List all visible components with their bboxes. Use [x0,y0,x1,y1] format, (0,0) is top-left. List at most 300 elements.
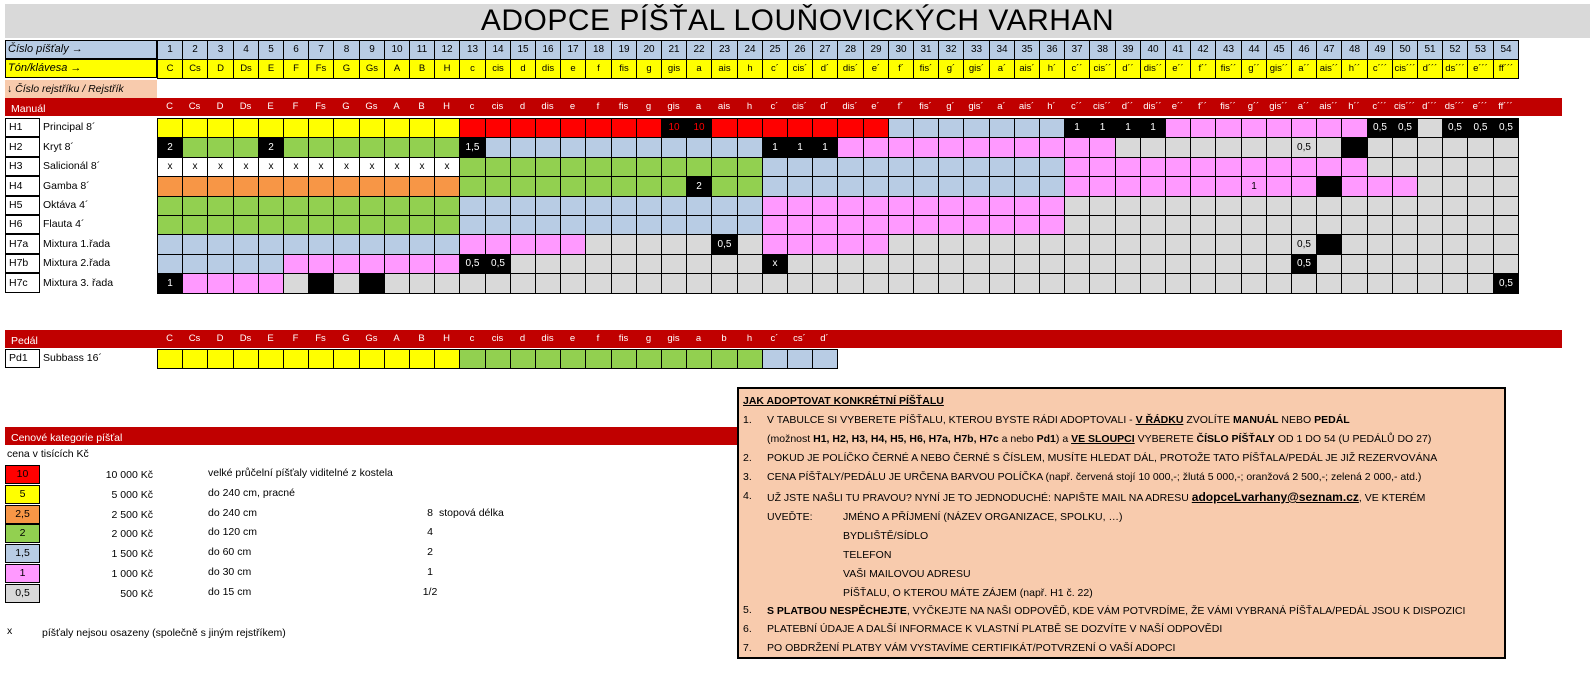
pipe-number: 29 [863,40,889,60]
pipe-cell: x [182,157,208,177]
pipe-cell [762,118,788,138]
pipe-cell [333,273,360,294]
pipe-cell: x [308,157,334,177]
pipe-cell [762,273,788,294]
step-6-number: 6. [743,623,752,635]
pipe-cell [585,196,612,216]
pipe-cell [837,196,864,216]
pipe-cell [384,349,410,369]
pipe-cell [989,215,1015,235]
pipe-cell: x [434,157,460,177]
pipe-cell [459,215,486,235]
pipe-cell [233,349,259,369]
pipe-cell [384,273,410,294]
pipe-number: 40 [1140,40,1166,60]
pipe-cell [1089,176,1116,197]
tone-label: B [409,59,435,79]
pipe-cell [182,176,208,197]
pedal-tone-label: gis [667,333,680,344]
pipe-cell [661,157,687,177]
pipe-cell [1215,176,1242,197]
manual-tone-label: cis´ [792,101,807,112]
pipe-cell [233,137,259,158]
pipe-cell [1417,196,1443,216]
step-3-number: 3. [743,471,752,483]
pipe-cell [762,234,788,255]
pipe-cell [1417,234,1443,255]
pipe-number: 54 [1493,40,1519,60]
pipe-cell [863,157,889,177]
pipe-cell [661,234,687,255]
pipe-cell [1291,273,1317,294]
pipe-cell [233,234,259,255]
pipe-cell [913,118,939,138]
pipe-cell [938,234,964,255]
pipe-cell [182,234,208,255]
pipe-cell [510,137,536,158]
pipe-cell [308,234,334,255]
pedal-tone-label: Cs [188,333,201,344]
pipe-cell [1316,118,1342,138]
manual-bar [5,98,1562,116]
pipe-cell [1442,137,1468,158]
pipe-cell [989,137,1015,158]
pipe-cell: x [359,157,385,177]
pipe-cell [1417,254,1443,274]
pipe-cell [636,176,662,197]
pipe-cell [1190,234,1216,255]
pipe-cell [1064,196,1090,216]
pipe-cell [762,215,788,235]
pipe-cell: 1 [1064,118,1090,138]
tone-label: Fs [308,59,334,79]
pipe-cell: 10 [686,118,712,138]
pedal-tone-label: Gs [365,333,378,344]
pipe-cell [157,176,183,197]
pipe-cell: x [258,157,284,177]
pipe-cell [1115,215,1141,235]
manual-tone-label: f´ [897,101,904,112]
pipe-cell [812,157,838,177]
pipe-cell [459,157,486,177]
tone-label: ds´´´ [1442,59,1468,79]
pipe-cell [737,118,763,138]
manual-tone-label: a´´ [1297,101,1310,112]
pipe-cell [409,176,435,197]
pipe-cell [510,234,536,255]
manual-tone-label: ais´´ [1319,101,1338,112]
pipe-cell [283,215,309,235]
pipe-cell [510,254,536,274]
pipe-cell [434,273,460,294]
pipe-cell [636,273,662,294]
pipe-cell [938,215,964,235]
pipe-cell [1039,196,1065,216]
pipe-number: 41 [1165,40,1191,60]
step-2-text: POKUD JE POLÍČKO ČERNÉ A NEBO ČERNÉ S ČÍSLEM, MUSÍTE HLEDAT DÁL, PROTOŽE TATO PÍŠŤALA/PEDÁL JE JIŽ REZERVOVÁNA [767,452,1438,464]
pipe-cell [1190,176,1216,197]
pipe-cell [863,215,889,235]
pipe-number: 9 [359,40,385,60]
pipe-cell [1467,137,1494,158]
pipe-cell [1190,118,1216,138]
pipe-cell [207,234,234,255]
pipe-cell [1190,254,1216,274]
pipe-cell [384,118,410,138]
pipe-cell [989,254,1015,274]
pipe-cell [989,176,1015,197]
pipe-number: 13 [459,40,486,60]
pipe-cell [1014,157,1040,177]
legend-description: do 240 cm, pracné [208,486,295,499]
pipe-cell [1064,254,1090,274]
pipe-cell: 0,5 [1493,118,1519,138]
pipe-cell [1493,196,1519,216]
pipe-cell [787,349,813,369]
pipe-cell [333,176,360,197]
pipe-number: 2 [182,40,208,60]
pipe-cell [1367,176,1393,197]
pipe-cell [913,273,939,294]
pipe-cell [888,254,914,274]
tone-label: E [258,59,284,79]
pipe-cell: 0,5 [459,254,486,274]
pipe-number: 38 [1089,40,1116,60]
manual-tone-label: ds´´´ [1444,101,1465,112]
pipe-cell [1039,118,1065,138]
manual-tone-label: dis´ [842,101,858,112]
legend-swatch: 2,5 [5,505,40,524]
legend-price: 10 000 Kč [105,469,153,481]
pipe-cell [812,234,838,255]
pipe-cell [283,273,309,294]
pipe-cell [661,254,687,274]
pipe-number: 37 [1064,40,1090,60]
pipe-cell [1341,176,1368,197]
tone-label: dis´ [837,59,864,79]
manual-tone-label: c´ [770,101,779,112]
pipe-cell [737,234,763,255]
pipe-cell [1215,157,1242,177]
pipe-cell [1442,157,1468,177]
pipe-cell [1367,273,1393,294]
pipe-cell [1367,137,1393,158]
pipe-cell: x [384,157,410,177]
pedal-tone-label: b [721,333,727,344]
pipe-cell [762,176,788,197]
pipe-cell [1291,157,1317,177]
tone-label: cis´´´ [1392,59,1418,79]
manual-tone-label: d´´ [1121,101,1134,112]
pipe-cell: x [409,157,435,177]
pipe-cell [308,349,334,369]
pipe-cell [258,118,284,138]
pipe-number: 47 [1316,40,1342,60]
step-4-line1: UŽ JSTE NAŠLI TU PRAVOU? NYNÍ JE TO JEDNODUCHÉ: NAPIŠTE MAIL NA ADRESU adopceLvarhany@seznam.cz, VE KTERÉM [767,490,1426,504]
pipe-cell [1266,254,1292,274]
legend-description: do 120 cm [208,526,258,539]
pedal-tone-label: H [443,333,450,344]
pipe-cell [535,157,561,177]
tone-label: g´´ [1241,59,1267,79]
manual-tone-label: g [645,101,652,112]
pipe-cell [283,118,309,138]
pipe-cell [510,176,536,197]
pipe-cell: 10 [661,118,687,138]
tone-label: cis´ [787,59,813,79]
tone-label: gis´ [963,59,990,79]
pipe-cell: 1 [787,137,813,158]
pipe-cell [1467,254,1494,274]
pipe-number: 15 [510,40,536,60]
pipe-cell [1039,157,1065,177]
pipe-cell [560,254,586,274]
pedal-tone-label: dis [541,333,554,344]
pipe-cell [737,349,763,369]
pipe-cell [1089,273,1116,294]
pipe-cell [686,349,712,369]
pipe-cell [636,157,662,177]
pipe-cell [585,349,612,369]
legend-swatch: 5 [5,485,40,504]
pipe-cell [1392,254,1418,274]
pipe-cell [1467,176,1494,197]
pipe-cell [560,273,586,294]
manual-tone-label: cis´´´ [1393,101,1416,112]
pipe-cell [1316,176,1342,197]
pipe-cell [787,118,813,138]
pipe-cell: 0,5 [1467,118,1494,138]
pipe-cell: 1 [762,137,788,158]
pipe-number: 16 [535,40,561,60]
pipe-cell [1493,137,1519,158]
pipe-cell [938,196,964,216]
pipe-number: 42 [1190,40,1216,60]
pipe-cell [560,349,586,369]
legend-price: 1 500 Kč [111,548,153,561]
pipe-cell [1392,137,1418,158]
legend-length: 1/2 [422,585,438,598]
pipe-cell [1165,234,1191,255]
pipe-cell [560,215,586,235]
tone-label: c´´´ [1367,59,1393,79]
legend-bar [5,427,737,445]
pipe-cell [1039,273,1065,294]
pipe-cell [661,196,687,216]
pipe-cell [409,349,435,369]
pipe-cell [535,254,561,274]
pedal-tone-label: F [292,333,299,344]
note-text: píšťaly nejsou osazeny (společně s jiným rejstříkem) [42,627,286,639]
pipe-cell [863,234,889,255]
pipe-cell [1165,196,1191,216]
pipe-cell [485,215,511,235]
tone-label: F [283,59,309,79]
tone-label: d´´ [1115,59,1141,79]
pipe-cell [333,215,360,235]
tone-label: a´ [989,59,1015,79]
tone-label: Gs [359,59,385,79]
tone-label: h [737,59,763,79]
manual-tone-label: h´´ [1348,101,1360,112]
pipe-cell [1165,215,1191,235]
pipe-cell [157,215,183,235]
pipe-cell [384,137,410,158]
pedal-tone-label: Ds [239,333,252,344]
pipe-number: 26 [787,40,813,60]
pipe-cell [1316,215,1342,235]
register-code: H7c [5,273,40,293]
pipe-cell [837,176,864,197]
pipe-cell [560,176,586,197]
pipe-cell [283,137,309,158]
pipe-cell [233,273,259,294]
tone-label: Cs [182,59,208,79]
pipe-cell [1341,157,1368,177]
pipe-cell [1291,118,1317,138]
pipe-cell [560,157,586,177]
pipe-cell [1014,118,1040,138]
pipe-cell [1064,176,1090,197]
pipe-cell [1165,273,1191,294]
manual-tone-label: E [267,101,274,112]
pipe-cell [661,176,687,197]
pipe-cell [233,254,259,274]
pipe-number: 39 [1115,40,1141,60]
pipe-cell [737,157,763,177]
pipe-cell [535,196,561,216]
manual-tone-label: h´ [1047,101,1056,112]
pipe-cell [207,196,234,216]
tone-label: a´´ [1291,59,1317,79]
pipe-number: 44 [1241,40,1267,60]
pipe-cell [1266,234,1292,255]
manual-tone-label: c´´´ [1372,101,1387,112]
pipe-number: 25 [762,40,788,60]
step-7-number: 7. [743,642,752,654]
pipe-cell [963,137,990,158]
pipe-cell [938,273,964,294]
pipe-cell [1140,234,1166,255]
pipe-cell [686,157,712,177]
pipe-cell [459,176,486,197]
tone-label: f´ [888,59,914,79]
legend-description: velké průčelní píšťaly viditelné z kostela [208,467,393,479]
pipe-cell [837,273,864,294]
pipe-cell [258,196,284,216]
register-code: H4 [5,176,40,196]
pipe-cell [611,157,637,177]
pipe-cell [182,215,208,235]
pipe-cell [1417,273,1443,294]
pedal-tone-label: cs´ [793,333,806,344]
tone-label: c´´ [1064,59,1090,79]
pipe-number: 46 [1291,40,1317,60]
pipe-cell [963,196,990,216]
pipe-cell [585,254,612,274]
pedal-tone-label: c [469,333,475,344]
pipe-cell [1215,234,1242,255]
register-name: Mixtura 1.řada [43,238,111,250]
pipe-cell [434,137,460,158]
pipe-cell [333,118,360,138]
legend-price: 500 Kč [120,587,153,600]
pipe-cell [938,157,964,177]
pedal-tone-label: f [596,333,600,344]
pipe-number: 3 [207,40,234,60]
register-name: Kryt 8´ [43,141,74,153]
tone-label: gis [661,59,687,79]
pipe-cell [560,118,586,138]
pipe-cell [459,196,486,216]
manual-tone-label: e´ [871,101,880,112]
pipe-cell [762,349,788,369]
step-5-text: S PLATBOU NESPĚCHEJTE, VYČKEJTE NA NAŠI ODPOVĚĎ, KDE VÁM POTVRDÍME, ŽE VÁMI VYBRANÁ PÍŠŤALA/PEDÁL JSOU K DISPOZICI [767,605,1466,617]
pipe-number: 50 [1392,40,1418,60]
pipe-cell [913,254,939,274]
pipe-cell [1241,196,1267,216]
register-name: Subbass 16´ [43,352,102,364]
pipe-cell [359,196,385,216]
pipe-cell: 0,5 [1493,273,1519,294]
tone-label: c´ [762,59,788,79]
pipe-cell [1266,157,1292,177]
pipe-cell [1493,234,1519,255]
pipe-cell [1241,157,1267,177]
pipe-cell [535,176,561,197]
pipe-cell [636,196,662,216]
pipe-cell [737,254,763,274]
pipe-cell: 0,5 [485,254,511,274]
pedal-bar [5,330,1562,348]
pipe-cell [737,215,763,235]
step-7-text: PO OBDRŽENÍ PLATBY VÁM VYSTAVÍME CERTIFIKÁT/POTVRZENÍ O VAŠÍ ADOPCI [767,642,1176,654]
legend-swatch: 0,5 [5,584,40,603]
pipe-cell [711,273,738,294]
email-link[interactable]: adopceLvarhany@seznam.cz [1191,490,1359,504]
pipe-cell: 0,5 [1392,118,1418,138]
pipe-cell [535,273,561,294]
pedal-tone-label: Fs [315,333,326,344]
pipe-cell [359,137,385,158]
pedal-tone-label: d´ [820,333,829,344]
tone-label: e´ [863,59,889,79]
legend-swatch: 1,5 [5,544,40,563]
pipe-cell [1341,196,1368,216]
tone-label: gis´´ [1266,59,1292,79]
tone-label: h´´ [1341,59,1368,79]
tone-label: C [157,59,183,79]
pipe-number: 48 [1341,40,1368,60]
pipe-cell [812,254,838,274]
tone-label: h´ [1039,59,1065,79]
pipe-cell: 1 [157,273,183,294]
pipe-cell [1190,137,1216,158]
manual-tone-label: d´ [820,101,829,112]
pipe-cell [812,215,838,235]
pipe-cell [737,273,763,294]
pipe-cell [459,273,486,294]
pipe-cell [359,254,385,274]
step-4-item-1: JMÉNO A PŘÍJMENÍ (NÁZEV ORGANIZACE, SPOLKU, …) [843,511,1123,523]
pipe-number: 52 [1442,40,1468,60]
pipe-cell [1367,157,1393,177]
pipe-cell [611,349,637,369]
tone-label: d [510,59,536,79]
pipe-cell [207,176,234,197]
pipe-number: 22 [686,40,712,60]
pipe-number: 21 [661,40,687,60]
